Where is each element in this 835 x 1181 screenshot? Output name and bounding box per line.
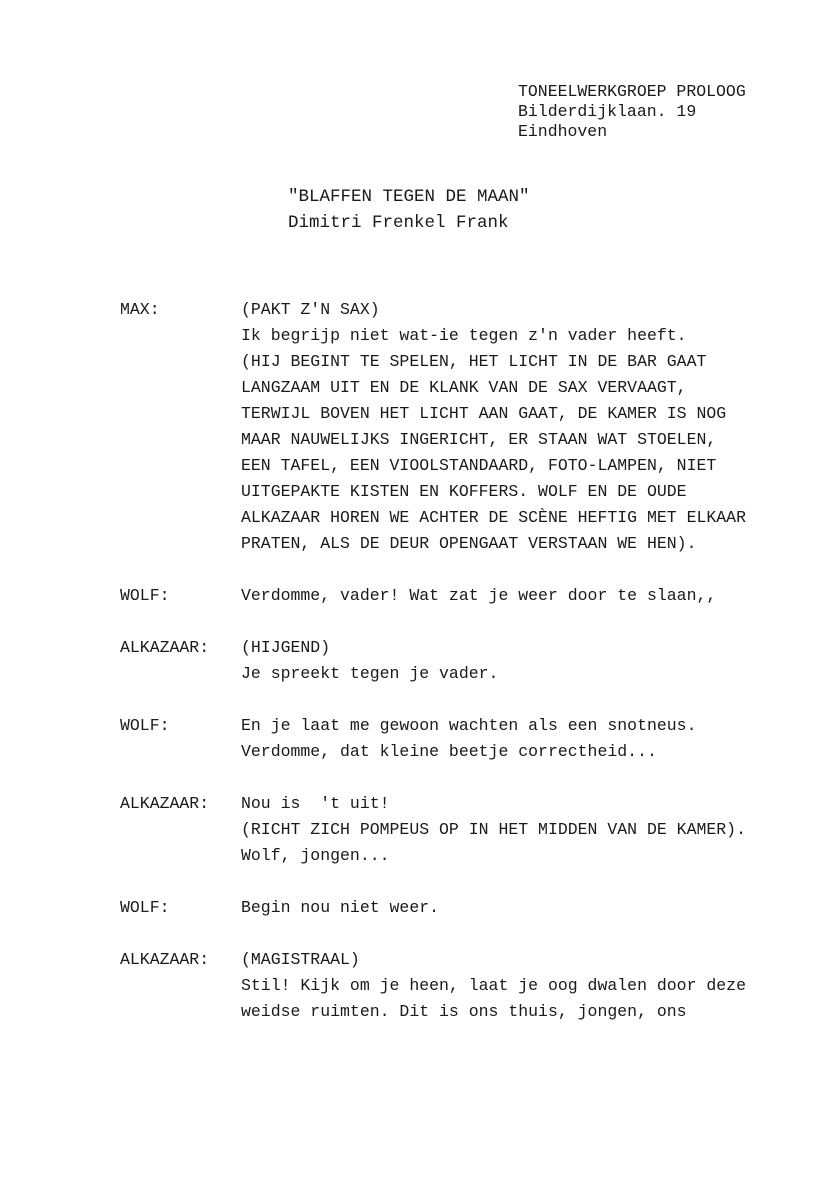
play-title: "BLAFFEN TEGEN DE MAAN" xyxy=(288,187,530,207)
dialogue-line: (MAGISTRAAL) xyxy=(241,950,360,969)
dialogue-lines xyxy=(241,713,810,765)
dialogue-entry xyxy=(120,635,810,687)
dialogue-entry xyxy=(120,895,810,921)
dialogue-lines xyxy=(241,297,810,557)
dialogue-line: Stil! Kijk om je heen, laat je oog dwalen door deze xyxy=(241,976,746,995)
dialogue-line: Verdomme, dat kleine beetje correctheid... xyxy=(241,742,657,761)
dialogue-line: ALKAZAAR HOREN WE ACHTER DE SCÈNE HEFTIG MET ELKAAR xyxy=(241,508,746,527)
dialogue-line: UITGEPAKTE KISTEN EN KOFFERS. WOLF EN DE OUDE xyxy=(241,482,687,501)
dialogue-lines xyxy=(241,895,810,921)
dialogue-line: Nou is 't uit! xyxy=(241,794,390,813)
dialogue-entry xyxy=(120,583,810,609)
dialogue-lines xyxy=(241,583,810,609)
dialogue-lines xyxy=(241,947,810,1025)
dialogue-line: Begin nou niet weer. xyxy=(241,898,440,917)
dialogue-line: Ik begrijp niet wat-ie tegen z'n vader heeft. xyxy=(241,326,687,345)
speaker-name: ALKAZAAR: xyxy=(120,794,210,813)
speaker-name: MAX: xyxy=(120,300,160,319)
speaker-name: WOLF: xyxy=(120,898,170,917)
address-line: Bilderdijklaan. 19 xyxy=(518,102,697,121)
script-body xyxy=(120,297,810,1051)
dialogue-line: LANGZAAM UIT EN DE KLANK VAN DE SAX VERVAAGT, xyxy=(241,378,687,397)
dialogue-entry xyxy=(120,791,810,869)
dialogue-line: (RICHT ZICH POMPEUS OP IN HET MIDDEN VAN DE KAMER). xyxy=(241,820,746,839)
dialogue-entry xyxy=(120,947,810,1025)
dialogue-line: EEN TAFEL, EEN VIOOLSTANDAARD, FOTO-LAMPEN, NIET xyxy=(241,456,717,475)
dialogue-line: (HIJGEND) xyxy=(241,638,331,657)
dialogue-line: weidse ruimten. Dit is ons thuis, jongen, ons xyxy=(241,1002,687,1021)
speaker-name: ALKAZAAR: xyxy=(120,950,210,969)
speaker-name: ALKAZAAR: xyxy=(120,638,210,657)
dialogue-line: TERWIJL BOVEN HET LICHT AAN GAAT, DE KAMER IS NOG xyxy=(241,404,727,423)
dialogue-line: Wolf, jongen... xyxy=(241,846,390,865)
dialogue-entry xyxy=(120,297,810,557)
dialogue-lines xyxy=(241,791,810,869)
dialogue-line: (HIJ BEGINT TE SPELEN, HET LICHT IN DE BAR GAAT xyxy=(241,352,707,371)
dialogue-line: Je spreekt tegen je vader. xyxy=(241,664,499,683)
company-address xyxy=(518,82,746,142)
dialogue-line: PRATEN, ALS DE DEUR OPENGAAT VERSTAAN WE HEN). xyxy=(241,534,697,553)
address-line: Eindhoven xyxy=(518,122,608,141)
dialogue-lines xyxy=(241,635,810,687)
dialogue-line: (PAKT Z'N SAX) xyxy=(241,300,380,319)
speaker-name: WOLF: xyxy=(120,716,170,735)
author-name: Dimitri Frenkel Frank xyxy=(288,213,509,233)
address-line: TONEELWERKGROEP PROLOOG xyxy=(518,82,746,101)
dialogue-line: Verdomme, vader! Wat zat je weer door te slaan,, xyxy=(241,586,717,605)
speaker-name: WOLF: xyxy=(120,586,170,605)
dialogue-line: MAAR NAUWELIJKS INGERICHT, ER STAAN WAT STOELEN, xyxy=(241,430,717,449)
dialogue-entry xyxy=(120,713,810,765)
title-block xyxy=(288,184,530,236)
dialogue-line: En je laat me gewoon wachten als een snotneus. xyxy=(241,716,697,735)
